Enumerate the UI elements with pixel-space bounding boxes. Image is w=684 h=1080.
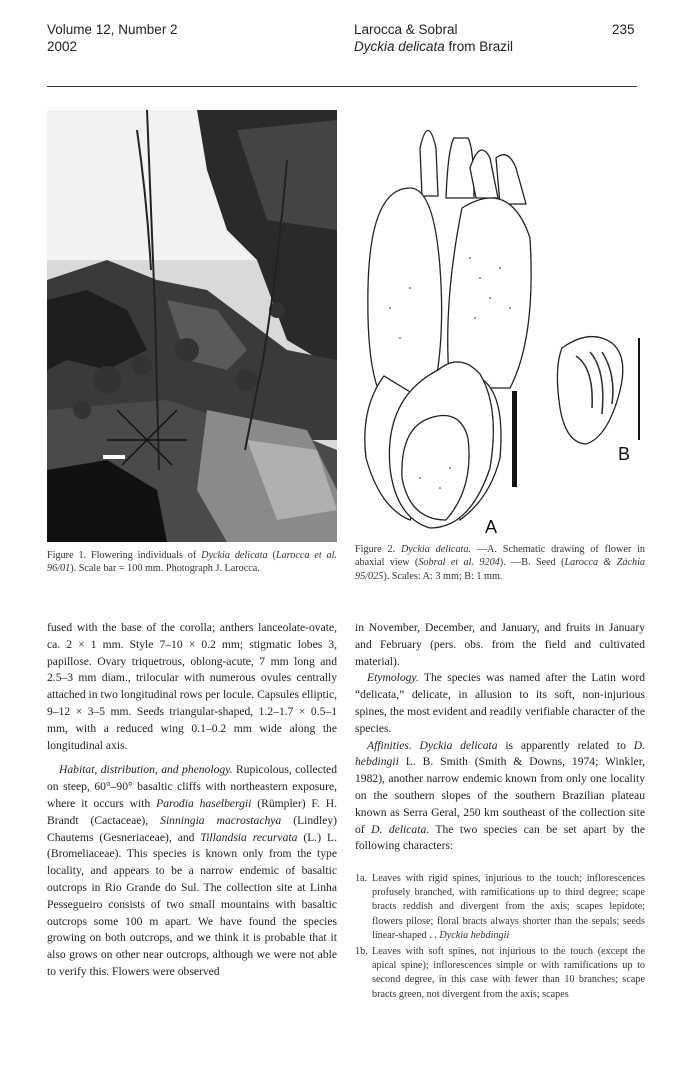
scale-bar-a xyxy=(512,391,517,487)
figure1-photograph xyxy=(47,110,337,542)
figure2-text-b: ). —B. Seed ( xyxy=(499,557,565,569)
figure2-drawing xyxy=(350,108,640,540)
key-couplet-1b xyxy=(355,945,645,1002)
affinities-text-c: . The two species can be set apart by the following characters: xyxy=(355,822,645,853)
affinities-paragraph xyxy=(355,738,645,856)
habitat-text-d: (L.) L. (Bromeliaceae). This species is known only from the type locality, and appears to be a narrow endemic of basaltic outcrops in Rio Grande do Sul. The collection site at Linha Pessegueiro consists of two small mountains with basaltic outcrops some 100 m apart. We have found the species growing on both outcrops, and we think it is probable that it also grows on other near outcrops, although we were not able to verify this. Flowers were observed xyxy=(47,830,337,978)
habitat-paragraph xyxy=(47,762,337,980)
left-column xyxy=(47,620,337,981)
taxon-hebdingii: D. hebdingii xyxy=(355,738,645,769)
figure1-label: Figure 1. xyxy=(47,550,87,561)
panel-label-b: B xyxy=(618,444,631,464)
key-couplet-1a xyxy=(355,872,645,943)
taxon-delicata: D. delicata xyxy=(371,822,427,836)
identification-key xyxy=(355,872,645,1004)
key-description: Leaves with soft spines, not injurious to the touch (except the apical spine); inflorescences simple or with ramifications up to second degree, in this case with fewer than 10 branches; scape bracts green, not divergent from the axis; scapes xyxy=(372,946,645,1000)
figure1-text-c: ). Scale bar = 100 mm. Photograph J. Larocca. xyxy=(70,563,260,575)
habitat-text-a: Rupicolous, collected on steep, 60°–90° basaltic cliffs with northeastern exposure, where it occurs with xyxy=(47,763,337,810)
affinities-text-b: L. B. Smith (Smith & Downs, 1974; Winkler, 1982), another narrow endemic known from only one locality on the southern slopes of the southern Brazilian plateau known as Serra Geral, 250 km southeast of the collection site of xyxy=(355,755,645,836)
key-text xyxy=(372,872,645,943)
scale-bar-b xyxy=(638,338,640,440)
figure1-text-a: Flowering individuals of xyxy=(86,550,202,561)
figure2-text-c: ). Scales: A: 3 mm; B: 1 mm. xyxy=(383,570,503,582)
running-title-species: Dyckia delicata xyxy=(354,39,445,54)
key-description: Leaves with rigid spines, injurious to the touch; inflorescences profusely branched, with ramifications up to third degree; scape bracts reddish and divergent from the axis; scapes lepidote; flowers pilose; floral bracts always shorter than the sepals; seeds linear-shaped . . xyxy=(372,873,645,941)
figure1-species: Dyckia delicata xyxy=(201,550,268,561)
petal-tip-4 xyxy=(496,155,526,204)
figure2-text-a: —A. Schematic drawing of flower in abaxial view ( xyxy=(355,544,646,569)
running-title-rest: from Brazil xyxy=(444,39,514,54)
affinities-species: Dyckia delicata xyxy=(411,738,498,752)
key-taxon: Dyckia hebdingii xyxy=(439,929,510,941)
taxon-sinningia: Sinningia macrostachya xyxy=(160,813,282,827)
photo-scale-bar xyxy=(103,455,125,459)
journal-volume: Volume 12, Number 2 xyxy=(47,22,178,37)
taxon-tillandsia: Tillandsia recurvata xyxy=(200,830,298,844)
petal-tip-3 xyxy=(470,150,498,198)
right-column xyxy=(355,620,645,855)
taxon-parodia: Parodia haselbergii xyxy=(156,796,252,810)
header-rule xyxy=(47,86,637,87)
habitat-text-c: (Lindley) Chautems (Gesneriaceae), and xyxy=(47,813,338,844)
panel-label-a: A xyxy=(485,517,498,537)
figure1-caption xyxy=(47,549,337,576)
affinities-heading: Affinities. xyxy=(367,738,412,752)
figure2-label: Figure 2. xyxy=(355,544,396,555)
key-number: 1a. xyxy=(355,873,368,884)
etymology-heading: Etymology. xyxy=(367,671,419,685)
habitat-text-b: (Rümpler) F. H. Brandt (Cactaceae), xyxy=(47,796,338,827)
figure1-voucher: Larocca et al. 96/01 xyxy=(47,550,337,575)
running-title xyxy=(354,38,513,55)
figure2-caption xyxy=(355,543,645,583)
etymology-paragraph xyxy=(355,670,645,737)
figure2-voucher-a: Sobral et al. 9204 xyxy=(418,557,500,569)
key-number: 1b. xyxy=(355,946,368,958)
journal-year: 2002 xyxy=(47,39,78,54)
key-text xyxy=(372,945,645,1002)
description-paragraph: fused with the base of the corolla; anthers lanceolate-ovate, ca. 2 × 1 mm. Style 7–10 × 0.2 mm; stigmatic lobes 3, papillose. Ovary triquetrous, oblong-acute, 7 mm long and 2.5–3 mm diam., trilocular with numerous ovules centrally attached in two longitudinal rows per locule. Capsules elliptic, 9–12 × 3–5 mm. Seeds triangular-shaped, 1.2–1.7 × 0.5–1 mm, with a reduced wing 0.1–0.2 mm wide along the longitudinal axis. xyxy=(47,621,337,752)
page-number: 235 xyxy=(612,22,635,37)
affinities-text-a: is apparently related to xyxy=(497,738,634,752)
figure2-species: Dyckia delicata. xyxy=(400,544,472,555)
figure1-text-b: ( xyxy=(267,550,276,561)
phenology-continuation: in November, December, and January, and fruits in January and February (pers. obs. from the field and cultivated material). xyxy=(355,621,645,668)
habitat-heading: Habitat, distribution, and phenology. xyxy=(59,763,233,777)
petal-tip-1 xyxy=(420,131,438,197)
etymology-text: The species was named after the Latin word “delicata,” delicate, in allusion to its soft, non-injurious spines, the most evident and readily verifiable character of the species. xyxy=(355,671,645,735)
running-authors: Larocca & Sobral xyxy=(354,22,458,37)
petal-right xyxy=(448,198,531,388)
figure2-voucher-b: Larocca & Záchia 95/025 xyxy=(355,557,646,582)
